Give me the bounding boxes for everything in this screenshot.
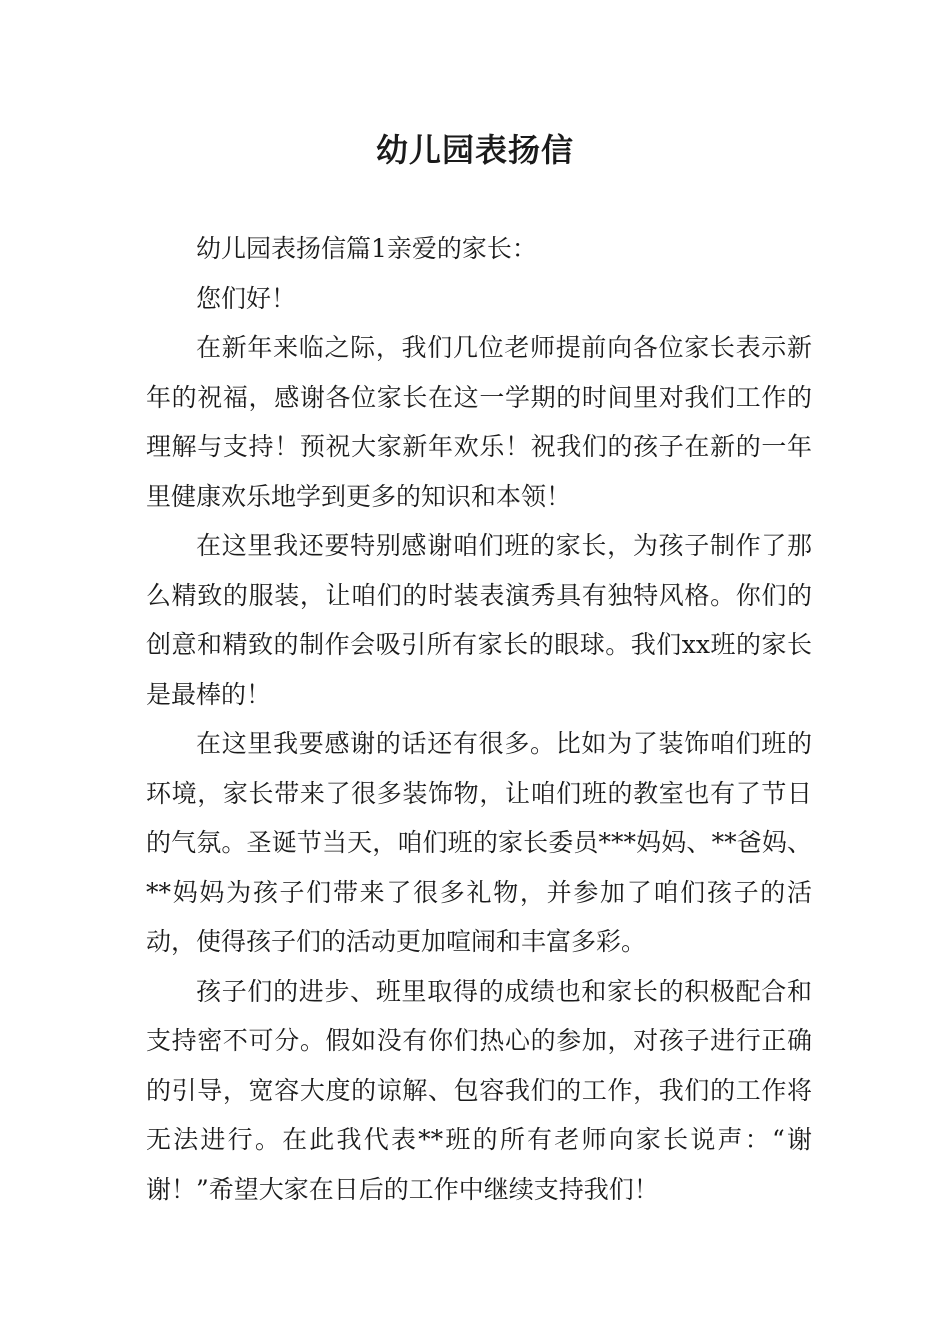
document-title: 幼儿园表扬信 [375,131,574,169]
body-paragraph: 在这里我要感谢的话还有很多。比如为了装饰咱们班的环境，家长带来了很多装饰物，让咱们班的教室也有了节日的气氛。圣诞节当天，咱们班的家长委员***妈妈、**爸妈、**妈妈为孩子们带来了很多礼物，并参加了咱们孩子的活动，使得孩子们的活动更加喧闹和丰富多彩。 [146,729,812,956]
body-paragraph: 在新年来临之际，我们几位老师提前向各位家长表示新年的祝福，感谢各位家长在这一学期的时间里对我们工作的理解与支持！预祝大家新年欢乐！祝我们的孩子在新的一年里健康欢乐地学到更多的知识和本领！ [146,333,812,511]
document-body [146,224,812,1214]
greeting-paragraph: 幼儿园表扬信篇1亲爱的家长： [196,234,537,263]
body-paragraph: 孩子们的进步、班里取得的成绩也和家长的积极配合和支持密不可分。假如没有你们热心的参加，对孩子进行正确的引导，宽容大度的谅解、包容我们的工作，我们的工作将无法进行。在此我代表**班的所有老师向家长说声：“谢谢！”希望大家在日后的工作中继续支持我们！ [146,976,812,1204]
salutation-paragraph: 您们好！ [196,283,297,313]
body-paragraph: 在这里我还要特别感谢咱们班的家长，为孩子制作了那么精致的服装，让咱们的时装表演秀具有独特风格。你们的创意和精致的制作会吸引所有家长的眼球。我们xx班的家长是最棒的！ [146,531,812,709]
